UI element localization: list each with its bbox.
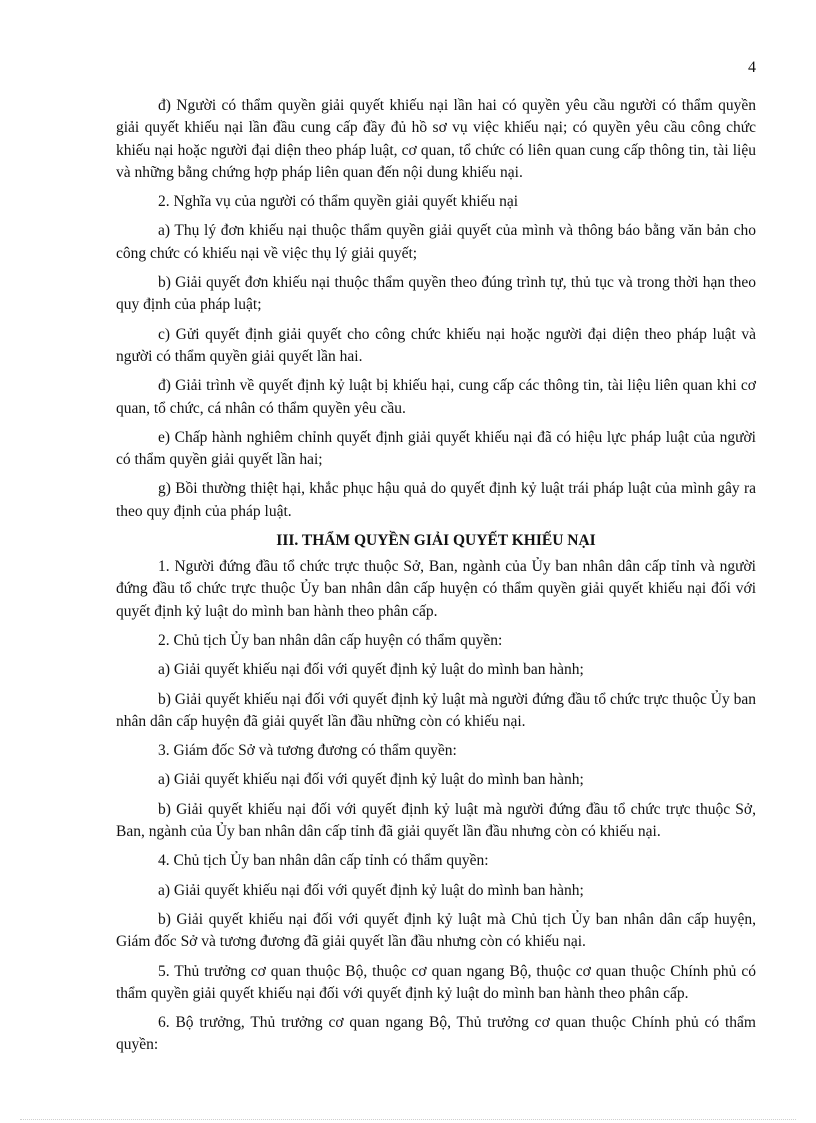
paragraph-authority-3b: b) Giải quyết khiếu nại đối với quyết định kỷ luật mà người đứng đầu tổ chức trực thuộc Sở, Ban, ngành của Ủy ban nhân dân cấp tỉnh đã giải quyết lần đầu nhưng còn có khiếu nại. (116, 800, 756, 841)
paragraph-authority-2: 2. Chủ tịch Ủy ban nhân dân cấp huyện có thẩm quyền: (158, 631, 503, 649)
paragraph-obligation-a: a) Thụ lý đơn khiếu nại thuộc thẩm quyền giải quyết của mình và thông báo bằng văn bản cho công chức có khiếu nại về việc thụ lý giải quyết; (116, 222, 756, 262)
document-body (116, 95, 756, 1064)
paragraph-obligation-e: e) Chấp hành nghiêm chỉnh quyết định giải quyết khiếu nại đã có hiệu lực pháp luật của người có thẩm quyền giải quyết lần hai; (116, 428, 756, 469)
paragraph-authority-4: 4. Chủ tịch Ủy ban nhân dân cấp tỉnh có thẩm quyền: (158, 852, 489, 870)
paragraph-obligations-heading: 2. Nghĩa vụ của người có thẩm quyền giải quyết khiếu nại (158, 193, 519, 211)
section-heading: III. THẨM QUYỀN GIẢI QUYẾT KHIẾU NẠI (276, 532, 596, 550)
paragraph-authority-1: 1. Người đứng đầu tổ chức trực thuộc Sở, Ban, ngành của Ủy ban nhân dân cấp tỉnh và người đứng đầu tổ chức trực thuộc Ủy ban nhân dân cấp huyện có thẩm quyền giải quyết khiếu nại đối với quyết định kỷ luật do mình ban hành theo phân cấp. (116, 558, 756, 620)
paragraph-authority-5: 5. Thủ trưởng cơ quan thuộc Bộ, thuộc cơ quan ngang Bộ, thuộc cơ quan thuộc Chính phủ có thẩm quyền giải quyết khiếu nại đối với quyết định kỷ luật do mình ban hành theo phân cấp. (116, 962, 756, 1002)
paragraph-obligation-d: đ) Giải trình về quyết định kỷ luật bị khiếu hại, cung cấp các thông tin, tài liệu liên quan khi cơ quan, tổ chức, cá nhân có thẩm quyền yêu cầu. (116, 377, 756, 417)
paragraph-obligation-c: c) Gửi quyết định giải quyết cho công chức khiếu nại hoặc người đại diện theo pháp luật và người có thẩm quyền giải quyết lần hai. (116, 325, 756, 365)
paragraph-obligation-g: g) Bồi thường thiệt hại, khắc phục hậu quả do quyết định kỷ luật trái pháp luật của mình gây ra theo quy định của pháp luật. (116, 480, 756, 520)
paragraph-authority-3a: a) Giải quyết khiếu nại đối với quyết định kỷ luật do mình ban hành; (158, 771, 584, 789)
paragraph-authority-6: 6. Bộ trưởng, Thủ trưởng cơ quan ngang Bộ, Thủ trưởng cơ quan thuộc Chính phủ có thẩm quyền: (116, 1014, 756, 1054)
paragraph-d-right-to-request: đ) Người có thẩm quyền giải quyết khiếu nại lần hai có quyền yêu cầu người có thẩm quyền giải quyết khiếu nại lần đầu cung cấp đầy đủ hồ sơ vụ việc khiếu nại; có quyền yêu cầu công chức khiếu nại hoặc người đại diện theo pháp luật, cơ quan, tổ chức có liên quan cung cấp thông tin, tài liệu và những bằng chứng hợp pháp liên quan đến nội dung khiếu nại. (116, 97, 756, 181)
paragraph-authority-4b: b) Giải quyết khiếu nại đối với quyết định kỷ luật mà Chủ tịch Ủy ban nhân dân cấp huyện, Giám đốc Sở và tương đương đã giải quyết lần đầu nhưng còn có khiếu nại. (116, 910, 756, 951)
page-number: 4 (748, 59, 756, 76)
paragraph-authority-3: 3. Giám đốc Sở và tương đương có thẩm quyền: (158, 742, 457, 760)
paragraph-authority-4a: a) Giải quyết khiếu nại đối với quyết định kỷ luật do mình ban hành; (158, 881, 584, 899)
paragraph-authority-2a: a) Giải quyết khiếu nại đối với quyết định kỷ luật do mình ban hành; (158, 661, 584, 679)
page-bottom-divider (20, 1119, 796, 1120)
paragraph-authority-2b: b) Giải quyết khiếu nại đối với quyết định kỷ luật mà người đứng đầu tổ chức trực thuộc Ủy ban nhân dân cấp huyện đã giải quyết lần đầu những còn có khiếu nại. (116, 690, 756, 730)
paragraph-obligation-b: b) Giải quyết đơn khiếu nại thuộc thẩm quyền theo đúng trình tự, thủ tục và trong thời hạn theo quy định của pháp luật; (116, 274, 756, 314)
